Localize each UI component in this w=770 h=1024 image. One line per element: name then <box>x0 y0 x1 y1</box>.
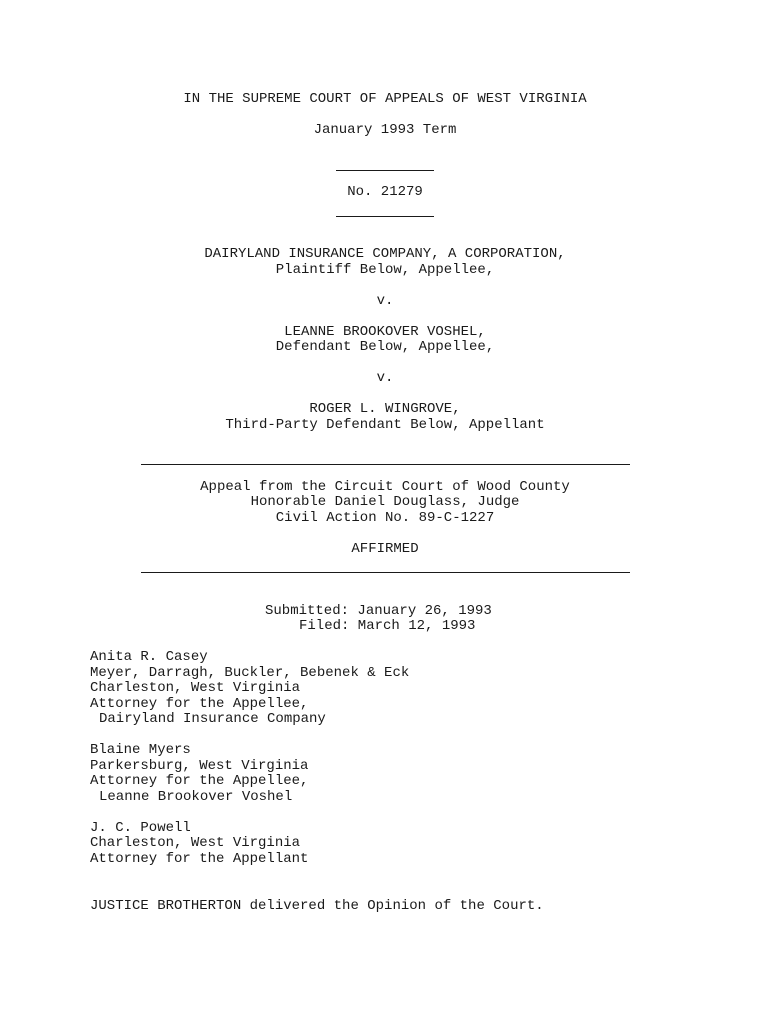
disposition: AFFIRMED <box>351 540 419 557</box>
appeal-judge: Honorable Daniel Douglass, Judge <box>250 494 520 510</box>
third-party-name: ROGER L. WINGROVE, <box>309 401 461 417</box>
submitted-date: Submitted: January 26, 1993 <box>265 602 492 619</box>
counsel-name: Blaine Myers <box>90 742 191 758</box>
plaintiff-role: Plaintiff Below, Appellee, <box>275 261 495 278</box>
opinion-line: JUSTICE BROTHERTON delivered the Opinion of the Court. <box>90 897 544 914</box>
versus-1: v. <box>376 292 394 309</box>
versus-2: v. <box>376 370 394 386</box>
counsel-role: Attorney for the Appellee, <box>90 695 309 712</box>
counsel-client: Dairyland Insurance Company <box>99 711 326 727</box>
case-number: No. 21279 <box>347 184 423 200</box>
counsel-role: Attorney for the Appellee, <box>90 773 309 789</box>
case-number-rule-top <box>336 170 434 171</box>
case-number-rule-bottom <box>336 216 434 217</box>
counsel-name: Anita R. Casey <box>90 649 208 665</box>
plaintiff-name: DAIRYLAND INSURANCE COMPANY, A CORPORATION, <box>204 246 566 262</box>
appeal-from: Appeal from the Circuit Court of Wood County <box>200 478 570 495</box>
counsel-name: J. C. Powell <box>90 819 191 836</box>
filed-date: Filed: March 12, 1993 <box>299 618 476 634</box>
counsel-city: Parkersburg, West Virginia <box>90 757 309 774</box>
counsel-city: Charleston, West Virginia <box>90 835 301 851</box>
third-party-role: Third-Party Defendant Below, Appellant <box>225 416 545 433</box>
counsel-role: Attorney for the Appellant <box>90 850 309 867</box>
counsel-client: Leanne Brookover Voshel <box>99 788 293 805</box>
appeal-rule-bottom <box>141 572 630 573</box>
defendant-name: LEANNE BROOKOVER VOSHEL, <box>284 323 486 340</box>
term-line: January 1993 Term <box>313 122 457 138</box>
civil-action: Civil Action No. 89-C-1227 <box>275 509 495 526</box>
court-heading: IN THE SUPREME COURT OF APPEALS OF WEST VIRGINIA <box>183 91 587 107</box>
defendant-role: Defendant Below, Appellee, <box>275 339 495 355</box>
counsel-firm: Meyer, Darragh, Buckler, Bebenek & Eck <box>90 664 410 681</box>
appeal-rule-top <box>141 464 630 465</box>
counsel-city: Charleston, West Virginia <box>90 680 301 696</box>
